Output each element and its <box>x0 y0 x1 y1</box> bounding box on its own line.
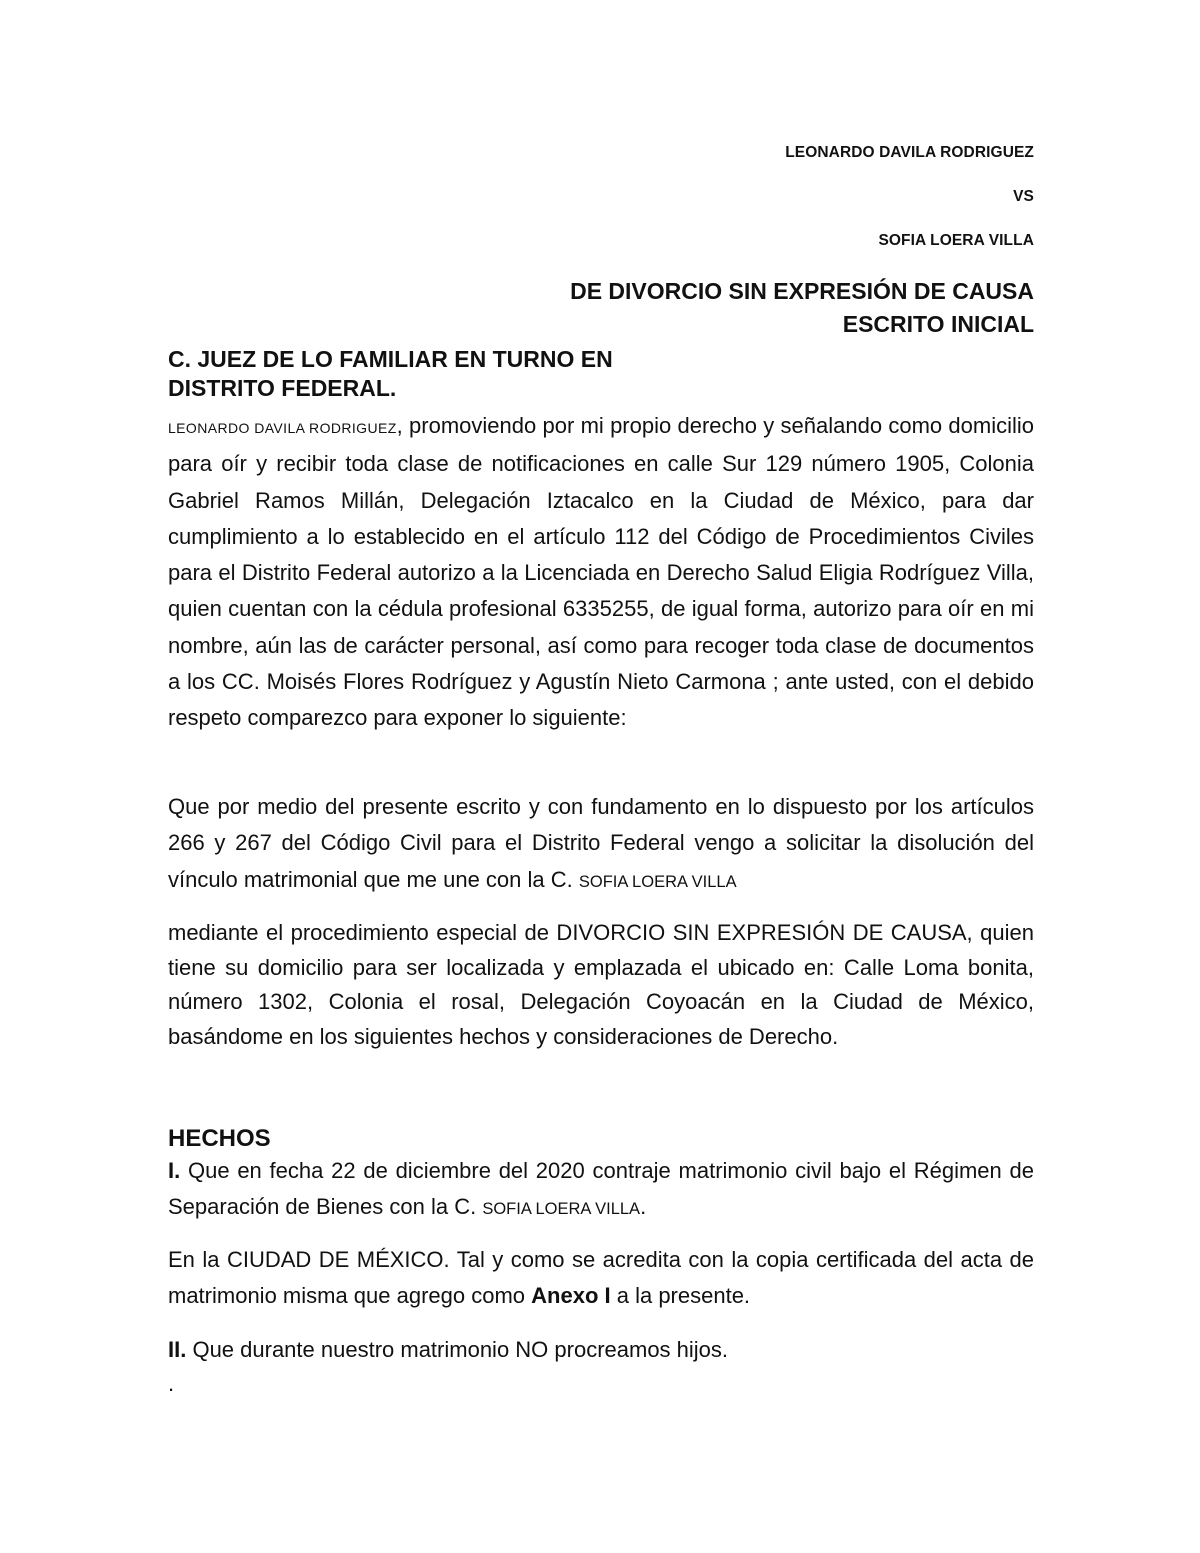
versus-label: VS <box>1013 188 1034 205</box>
city-text: En la CIUDAD DE MÉXICO. Tal y como se acredita con la copia certificada del acta de matrimonio misma que agrego como <box>168 1247 1034 1309</box>
intro-paragraph <box>168 408 1034 737</box>
case-type-title: DE DIVORCIO SIN EXPRESIÓN DE CAUSA <box>570 278 1034 304</box>
fact-1-end: . <box>640 1194 647 1220</box>
fact-1-name: SOFIA LOERA VILLA <box>482 1200 641 1219</box>
annex-label: Anexo I <box>531 1283 611 1309</box>
addressee-line-2: DISTRITO FEDERAL. <box>168 375 397 401</box>
fact-2-paragraph <box>168 1332 1034 1368</box>
procedure-text: mediante el procedimiento especial de DIVORCIO SIN EXPRESIÓN DE CAUSA, quien tiene su domicilio para ser localizada y emplazada el ubicado en: Calle Loma bonita, número 1302, Colonia el rosal, Delegación Coyoacán en la Ciudad de México, basándome en los siguientes hechos y consideraciones de Derecho. <box>168 920 1034 1049</box>
facts-title: HECHOS <box>168 1125 271 1152</box>
city-paragraph <box>168 1242 1034 1315</box>
addressee-line-1: C. JUEZ DE LO FAMILIAR EN TURNO EN <box>168 346 613 372</box>
procedure-paragraph <box>168 916 1034 1054</box>
document-type-title: ESCRITO INICIAL <box>842 311 1034 337</box>
fact-1-label: I. <box>168 1158 181 1183</box>
petition-paragraph <box>168 789 1034 900</box>
intro-text: , promoviendo por mi propio derecho y señalando como domicilio para oír y recibir toda clase de notificaciones en calle Sur 129 número 1905, Colonia Gabriel Ramos Millán, Delegación Iztacalco en la Ciudad de México, para dar cumplimiento a lo establecido en el artículo 112 del Código de Procedimientos Civiles para el Distrito Federal autorizo a la Licenciada en Derecho Salud Eligia Rodríguez Villa, quien cuentan con la cédula profesional 6335255, de igual forma, autorizo para oír en mi nombre, aún las de carácter personal, así como para recoger toda clase de documentos a los CC. Moisés Flores Rodríguez y Agustín Nieto Carmona ; ante usted, con el debido respeto comparezco para exponer lo siguiente: <box>168 413 1034 731</box>
city-end: a la presente. <box>610 1283 751 1309</box>
fact-1-paragraph <box>168 1153 1034 1228</box>
plaintiff-name: LEONARDO DAVILA RODRIGUEZ <box>785 144 1034 161</box>
petition-name: SOFIA LOERA VILLA <box>578 872 737 891</box>
trailing-period: . <box>168 1371 175 1396</box>
petition-text: Que por medio del presente escrito y con fundamento en lo dispuesto por los artículos 266 y 267 del Código Civil para el Distrito Federal vengo a solicitar la disolución del vínculo matrimonial que me une con la C. <box>168 794 1034 892</box>
fact-2-text: Que durante nuestro matrimonio NO procreamos hijos. <box>186 1337 729 1362</box>
fact-2-label: II. <box>168 1337 187 1362</box>
intro-name: LEONARDO DAVILA RODRIGUEZ <box>168 420 397 436</box>
fact-1-text: Que en fecha 22 de diciembre del 2020 contraje matrimonio civil bajo el Régimen de Separación de Bienes con la C. <box>168 1158 1034 1220</box>
addressee-block <box>168 345 613 403</box>
defendant-name: SOFIA LOERA VILLA <box>878 232 1034 249</box>
